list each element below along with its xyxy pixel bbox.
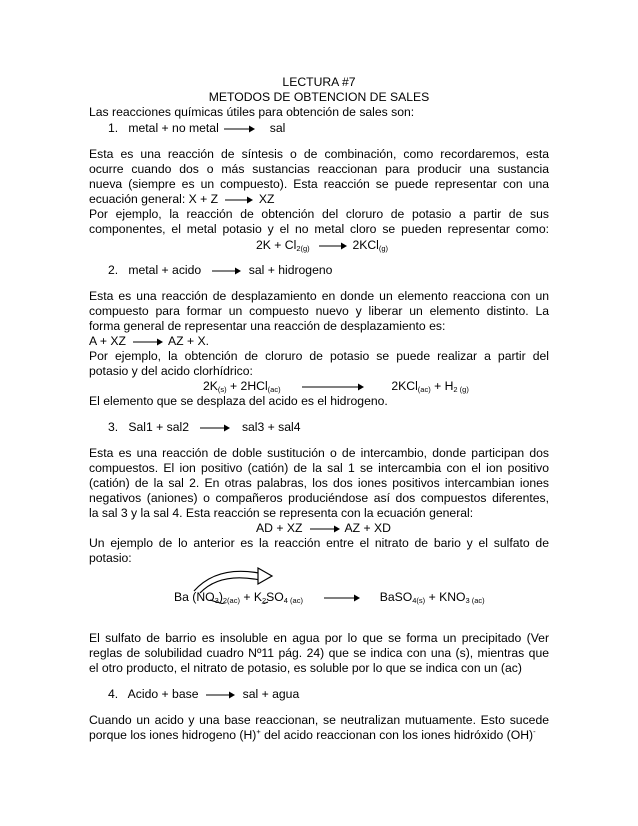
- arrow-icon: [129, 338, 165, 346]
- s1-paragraph-line: ocurre cuando dos o más sustancias reaccionan para producir una sustancia: [89, 162, 549, 176]
- s1-general-equation-product: XZ: [258, 192, 275, 206]
- s3-paragraph-line: Un ejemplo de lo anterior es la reacción entre el nitrato de bario y el sulfato de: [89, 536, 549, 550]
- s3-paragraph-line: El sulfato de barrio es insoluble en agua por lo que se forma un precipitado (Ver: [89, 631, 549, 645]
- arrow-icon: [313, 242, 349, 250]
- s1-paragraph-line: nueva (siempre es un compuesto). Esta reacción se puede representar con una: [89, 177, 549, 191]
- eq-subscript: 4(s): [412, 596, 426, 605]
- s4-paragraph-line: Cuando un acido y una base reaccionan, se neutralizan mutuamente. Esto sucede: [89, 713, 549, 727]
- s3-paragraph-line: potasio:: [89, 551, 132, 565]
- eq-subscript: (ac): [417, 385, 431, 394]
- eq-subscript: 2 (g): [453, 385, 469, 394]
- s2-paragraph-line: Por ejemplo, la obtención de cloruro de potasio se puede realizar a partir del: [89, 349, 549, 363]
- reaction-2: [108, 262, 332, 278]
- s3-paragraph-line: compuestos. El ion positivo (catión) de la sal 1 se intercambia con el ion positivo: [89, 461, 549, 475]
- arrow-icon: [196, 424, 232, 432]
- eq-term: 2K: [203, 379, 218, 393]
- arrow-icon: [222, 125, 256, 133]
- eq-term: + KNO: [425, 590, 466, 604]
- s1-paragraph-line: Esta es una reacción de síntesis o de combinación, como recordaremos, esta: [89, 147, 549, 161]
- reaction-2-reactants: metal + acido: [128, 263, 202, 277]
- reaction-4-reactants: Acido + base: [127, 687, 199, 701]
- s1-paragraph-line: componentes, el metal potasio y el no metal cloro se pueden representar como:: [89, 222, 549, 236]
- s4-paragraph-line: [89, 727, 536, 743]
- eq-term: A + XZ: [89, 334, 126, 348]
- eq-subscript: 2(g): [296, 244, 310, 253]
- arrow-icon: [300, 383, 366, 391]
- reaction-1-number: 1.: [108, 121, 119, 135]
- s1-paragraph-line: Por ejemplo, la reacción de obtención del cloruro de potasio a partir de sus: [89, 207, 549, 221]
- eq-term: AZ + X.: [168, 334, 210, 348]
- eq-superscript: -: [533, 727, 536, 736]
- eq-term: 2KCl: [352, 238, 379, 252]
- arrow-icon: [306, 525, 342, 533]
- s3-general-equation: [256, 520, 391, 536]
- eq-term: 2K + Cl: [256, 238, 297, 252]
- reaction-1-products: sal: [269, 121, 286, 135]
- s3-paragraph-line: Esta es una reacción de doble sustitución o de intercambio, donde participan dos: [89, 446, 549, 460]
- eq-term: 2KCl: [391, 379, 418, 393]
- eq-term: ): [218, 590, 223, 604]
- eq-subscript: (s): [217, 385, 227, 394]
- reaction-4: [108, 686, 299, 702]
- eq-subscript: 4 (ac): [283, 596, 303, 605]
- s1-general-equation-text: ecuación general: X + Z: [89, 192, 219, 206]
- s2-paragraph-line: potasio y del acido clorhídrico:: [89, 364, 253, 378]
- eq-subscript: (g): [378, 244, 389, 253]
- reaction-1-reactants: metal + no metal: [128, 121, 219, 135]
- document-subtitle: METODOS DE OBTENCION DE SALES: [208, 90, 430, 104]
- s4-text: porque los iones hidrogeno (H): [89, 728, 257, 742]
- s2-note: El elemento que se desplaza del acido es el hidrogeno.: [89, 394, 388, 408]
- eq-term: AZ + XD: [344, 521, 391, 535]
- eq-subscript: 3: [214, 596, 219, 605]
- intro-text: Las reacciones químicas útiles para obtención de sales son:: [89, 105, 415, 119]
- s4-text: del acido reaccionan con los iones hidróxido (OH): [260, 728, 534, 742]
- eq-term: Ba (NO: [174, 590, 215, 604]
- reaction-4-products: sal + agua: [242, 687, 300, 701]
- s2-general-equation: [89, 333, 209, 349]
- document-title: LECTURA #7: [282, 75, 356, 89]
- eq-term: BaSO: [379, 590, 413, 604]
- arrow-icon: [208, 267, 242, 275]
- eq-term: + 2HCl: [226, 379, 268, 393]
- s3-paragraph-line: el otro producto, el nitrato de potasio, es soluble por lo que se indica con un (ac): [89, 661, 522, 675]
- s2-paragraph-line: compuesto para formar un compuesto nuevo y liberar un elemento distinto. La: [89, 304, 549, 318]
- s3-paragraph-line: reglas de solubilidad cuadro Nº11 pág. 24) que se indica con una (s), mientras que: [89, 646, 549, 660]
- eq-superscript: +: [256, 727, 261, 736]
- reaction-3-reactants: Sal1 + sal2: [128, 420, 189, 434]
- eq-term: + H: [430, 379, 454, 393]
- s2-example-equation: [203, 378, 469, 394]
- s1-general-equation: [89, 191, 274, 207]
- eq-subscript: 3 (ac): [465, 596, 485, 605]
- reaction-2-products: sal + hidrogeno: [248, 263, 333, 277]
- s3-paragraph-line: negativos (aniones) o compañeros produciéndose así dos compuestos diferentes,: [89, 491, 549, 505]
- reaction-3-products: sal3 + sal4: [241, 420, 301, 434]
- s1-example-equation: [256, 237, 388, 253]
- eq-term: + K: [239, 590, 262, 604]
- s2-paragraph-line: forma general de representar una reacción de desplazamiento es:: [89, 319, 446, 333]
- s3-paragraph-line: la sal 3 y la sal 4. Esta reacción se representa con la ecuación general:: [89, 506, 474, 520]
- arrow-icon: [202, 691, 236, 699]
- arrow-icon: [322, 594, 362, 602]
- reaction-4-number: 4.: [108, 687, 119, 701]
- eq-subscript: 2(ac): [222, 596, 240, 605]
- eq-subscript: (ac): [267, 385, 281, 394]
- s3-example-equation: [174, 589, 485, 605]
- eq-term: SO: [266, 590, 284, 604]
- eq-subscript: 2: [262, 596, 267, 605]
- s2-paragraph-line: Esta es una reacción de desplazamiento en donde un elemento reacciona con un: [89, 289, 549, 303]
- arrow-icon: [221, 196, 255, 204]
- reaction-1: [108, 120, 285, 136]
- reaction-3-number: 3.: [108, 420, 119, 434]
- reaction-2-number: 2.: [108, 263, 119, 277]
- eq-term: AD + XZ: [256, 521, 303, 535]
- reaction-3: [108, 419, 301, 435]
- s3-paragraph-line: (catión) de la sal 2. En otras palabras, los dos iones positivos intercambian iones: [89, 476, 549, 490]
